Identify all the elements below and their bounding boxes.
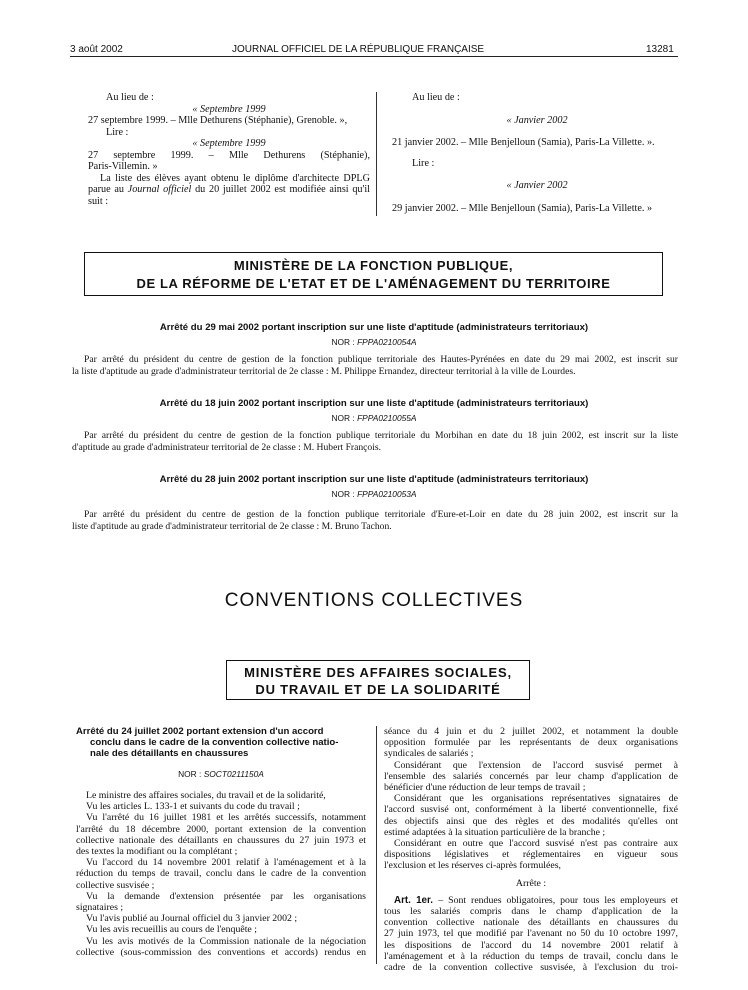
arrete-title: Arrêté du 18 juin 2002 portant inscription sur une liste d'aptitude (administrateurs territoriaux) bbox=[159, 398, 589, 409]
arrete-title: Arrêté du 28 juin 2002 portant inscription sur une liste d'aptitude (administrateurs territoriaux) bbox=[159, 474, 589, 485]
header-title: JOURNAL OFFICIEL DE LA RÉPUBLIQUE FRANÇAISE bbox=[232, 44, 485, 55]
arrete-body bbox=[76, 790, 366, 958]
nor-label: NOR : bbox=[331, 489, 358, 499]
header-page-number: 13281 bbox=[646, 44, 674, 55]
article-label: Art. 1er. bbox=[394, 894, 439, 906]
entry-line: 27 septembre 1999. – Mlle Dethurens (Stéphanie), Grenoble. », bbox=[88, 115, 348, 126]
body-line: l'exclusion et les réserves ci-après formulées, bbox=[384, 860, 561, 872]
column-rule bbox=[376, 92, 377, 216]
body-line: l'ensemble des salariés concernés par leur champ d'application de bbox=[384, 770, 678, 782]
body-line: collective nationale des détaillants en chaussures du 27 juin 1973 et bbox=[76, 834, 366, 846]
body-line: bénéficier d'une réduction de leur temps de travail ; bbox=[384, 782, 586, 794]
date-heading: « Septembre 1999 bbox=[192, 103, 266, 115]
article-line: convention collective nationale des détaillants en chaussures du bbox=[384, 917, 678, 929]
body-line: collective (sous-commission des conventions et accords) rendus en bbox=[76, 946, 366, 958]
journal-officiel-italic: Journal officiel bbox=[127, 184, 192, 195]
paragraph-line: suit : bbox=[88, 195, 109, 207]
body-line: signataires ; bbox=[76, 902, 124, 914]
arrete-line: Par arrêté du président du centre de gestion de la fonction publique territoriale du Morbihan en date du 18 juin 2002, est inscrit sur la liste bbox=[84, 430, 678, 441]
arrete-line: d'aptitude au grade d'administrateur territorial de 2e classe : M. Hubert François. bbox=[72, 441, 382, 453]
arrete-body bbox=[72, 354, 678, 377]
arrete-heading-line: nale des détaillants en chaussures bbox=[90, 748, 249, 759]
considerants bbox=[384, 726, 678, 872]
section-title: CONVENTIONS COLLECTIVES bbox=[224, 590, 524, 611]
date-heading: « Janvier 2002 bbox=[506, 180, 568, 191]
body-line: l'arrêté du 18 décembre 2000, portant extension de la convention bbox=[76, 823, 366, 835]
article-line: Art. 1er. – Sont rendues obligatoires, pour tous les employeurs et bbox=[394, 894, 678, 906]
body-line: Vu les articles L. 133-1 et suivants du code du travail ; bbox=[86, 801, 300, 813]
arrete-line: Par arrêté du président du centre de gestion de la fonction publique territoriale des Hautes-Pyrénées en date du 29 mai 2002, est inscrit sur bbox=[84, 354, 678, 365]
arrete-heading-line: conclu dans le cadre de la convention collective natio- bbox=[90, 737, 339, 748]
body-line: Vu l'accord du 14 novembre 2001 relatif à l'aménagement et à la bbox=[86, 857, 366, 869]
body-line: Considérant en outre que l'accord susvisé n'est pas contraire aux bbox=[394, 838, 678, 850]
body-line: des textes la modifiant ou la complétant ; bbox=[76, 846, 238, 858]
article-line: 27 juin 1973, tel que modifié par l'avenant no 50 du 10 octobre 1997, bbox=[384, 928, 678, 940]
arrete-title: Arrêté du 29 mai 2002 portant inscription sur une liste d'aptitude (administrateurs territoriaux) bbox=[159, 322, 589, 333]
nor-reference bbox=[72, 413, 676, 423]
ministry-line: MINISTÈRE DES AFFAIRES SOCIALES, bbox=[244, 665, 512, 680]
au-lieu-label: Au lieu de : bbox=[106, 92, 154, 103]
nor-reference bbox=[76, 769, 366, 779]
body-line: opposition formulée par les représentants de deux organisations bbox=[384, 737, 678, 749]
nor-code: FPPA0210054A bbox=[357, 337, 417, 347]
top-right-column bbox=[392, 92, 682, 214]
body-line: Vu les avis motivés de la Commission nationale de la négociation bbox=[86, 935, 366, 947]
article-line: tous les salariés compris dans le champ d'application de la bbox=[384, 906, 678, 918]
date-heading: « Janvier 2002 bbox=[506, 114, 568, 126]
body-line: Vu les avis recueillis au cours de l'enquête ; bbox=[86, 924, 257, 936]
article-line: cadre de la convention collective susvisée, à l'exclusion du troi- bbox=[384, 962, 678, 974]
arrete-line: la liste d'aptitude au grade d'administrateur territorial de 2e classe : M. Philippe Ernandez, directeur territorial à la ville de Lourdes. bbox=[72, 365, 576, 377]
bottom-right-column bbox=[384, 726, 678, 973]
nor-reference bbox=[72, 489, 676, 499]
text-span: du 20 juillet 2002 est modifiée ainsi qu'il bbox=[191, 184, 371, 195]
body-line: Vu la demande d'extension présentée par les organisations bbox=[86, 890, 366, 902]
ministry-box bbox=[226, 660, 530, 700]
body-line: Vu l'arrêté du 16 juillet 1981 et les arrêtés successifs, notamment bbox=[86, 812, 366, 824]
body-line: séance du 4 juin et du 2 juillet 2002, et notamment la double bbox=[384, 726, 678, 737]
ministry-line: MINISTÈRE DE LA FONCTION PUBLIQUE, bbox=[233, 258, 514, 273]
header-rule bbox=[70, 56, 678, 57]
paragraph-line: La liste des élèves ayant obtenu le diplôme d'architecte DPLG bbox=[100, 172, 370, 184]
au-lieu-label: Au lieu de : bbox=[412, 92, 460, 103]
nor-label: NOR : bbox=[331, 413, 358, 423]
lire-label: Lire : bbox=[106, 126, 129, 138]
body-line: l'accord susvisé ont, conformément à la liberté conventionnelle, fixé bbox=[384, 804, 678, 816]
body-line: Vu l'avis publié au Journal officiel du 3 janvier 2002 ; bbox=[86, 913, 298, 925]
article-line: l'aménagement et à la réduction du temps de travail, conclu dans le bbox=[384, 950, 678, 962]
ministry-box bbox=[84, 252, 663, 296]
arrete-heading bbox=[76, 726, 366, 759]
entry-line: Paris-Villemin. » bbox=[88, 161, 158, 172]
nor-code: FPPA0210055A bbox=[357, 413, 417, 423]
body-line: des objectifs ainsi que des règles et des modalités qu'elles ont bbox=[384, 815, 678, 827]
ministry-line: DU TRAVAIL ET DE LA SOLIDARITÉ bbox=[255, 682, 501, 697]
entry-line: 21 janvier 2002. – Mlle Benjelloun (Samia), Paris-La Villette. ». bbox=[392, 137, 655, 148]
ministry-line: DE LA RÉFORME DE L'ETAT ET DE L'AMÉNAGEMENT DU TERRITOIRE bbox=[136, 276, 611, 291]
bottom-left-column bbox=[76, 726, 366, 958]
header-date: 3 août 2002 bbox=[70, 44, 123, 55]
body-line: syndicales de salariés ; bbox=[384, 748, 474, 760]
body-line: réduction du temps de travail, conclu dans le cadre de la convention bbox=[76, 868, 366, 880]
entry-line: 27 septembre 1999. – Mlle Dethurens (Stéphanie), bbox=[88, 149, 370, 161]
body-line: Considérant que les organisations représentatives signataires de bbox=[394, 793, 678, 805]
body-line: dispositions législatives et réglementaires en vigueur sous bbox=[384, 849, 678, 861]
arrete-line: liste d'aptitude au grade d'administrateur territorial de 2e classe : M. Bruno Tachon. bbox=[72, 520, 392, 532]
arrete-body bbox=[72, 430, 678, 453]
arrete-body bbox=[72, 509, 678, 532]
top-left-column bbox=[88, 92, 370, 207]
arrete-line: Par arrêté du président du centre de gestion de la fonction publique territoriale d'Eure-et-Loir en date du 28 juin 2002, est inscrit sur la bbox=[84, 509, 678, 520]
nor-label: NOR : bbox=[178, 769, 204, 779]
body-line: Considérant que l'extension de l'accord susvisé permet à bbox=[394, 759, 678, 771]
arrete-label: Arrête : bbox=[515, 877, 547, 889]
body-line: Le ministre des affaires sociales, du travail et de la solidarité, bbox=[86, 790, 326, 801]
paragraph-line bbox=[88, 184, 370, 196]
nor-reference bbox=[72, 337, 676, 347]
nor-label: NOR : bbox=[331, 337, 358, 347]
arrete-heading-line: Arrêté du 24 juillet 2002 portant extension d'un accord bbox=[76, 726, 324, 737]
body-line: estimé adaptées à la situation particulière de la branche ; bbox=[384, 826, 606, 838]
nor-code: FPPA0210053A bbox=[357, 489, 417, 499]
article-1 bbox=[384, 895, 678, 973]
nor-code: SOCT0211150A bbox=[203, 769, 264, 779]
lire-label: Lire : bbox=[412, 157, 435, 169]
date-heading: « Septembre 1999 bbox=[192, 138, 266, 149]
text-span: parue au bbox=[88, 184, 128, 195]
body-line: collective susvisée ; bbox=[76, 879, 155, 891]
entry-line: 29 janvier 2002. – Mlle Benjelloun (Samia), Paris-La Villette. » bbox=[392, 202, 653, 214]
column-rule bbox=[376, 726, 377, 964]
article-line: les dispositions de l'accord du 14 novembre 2001 relatif à bbox=[384, 939, 678, 951]
